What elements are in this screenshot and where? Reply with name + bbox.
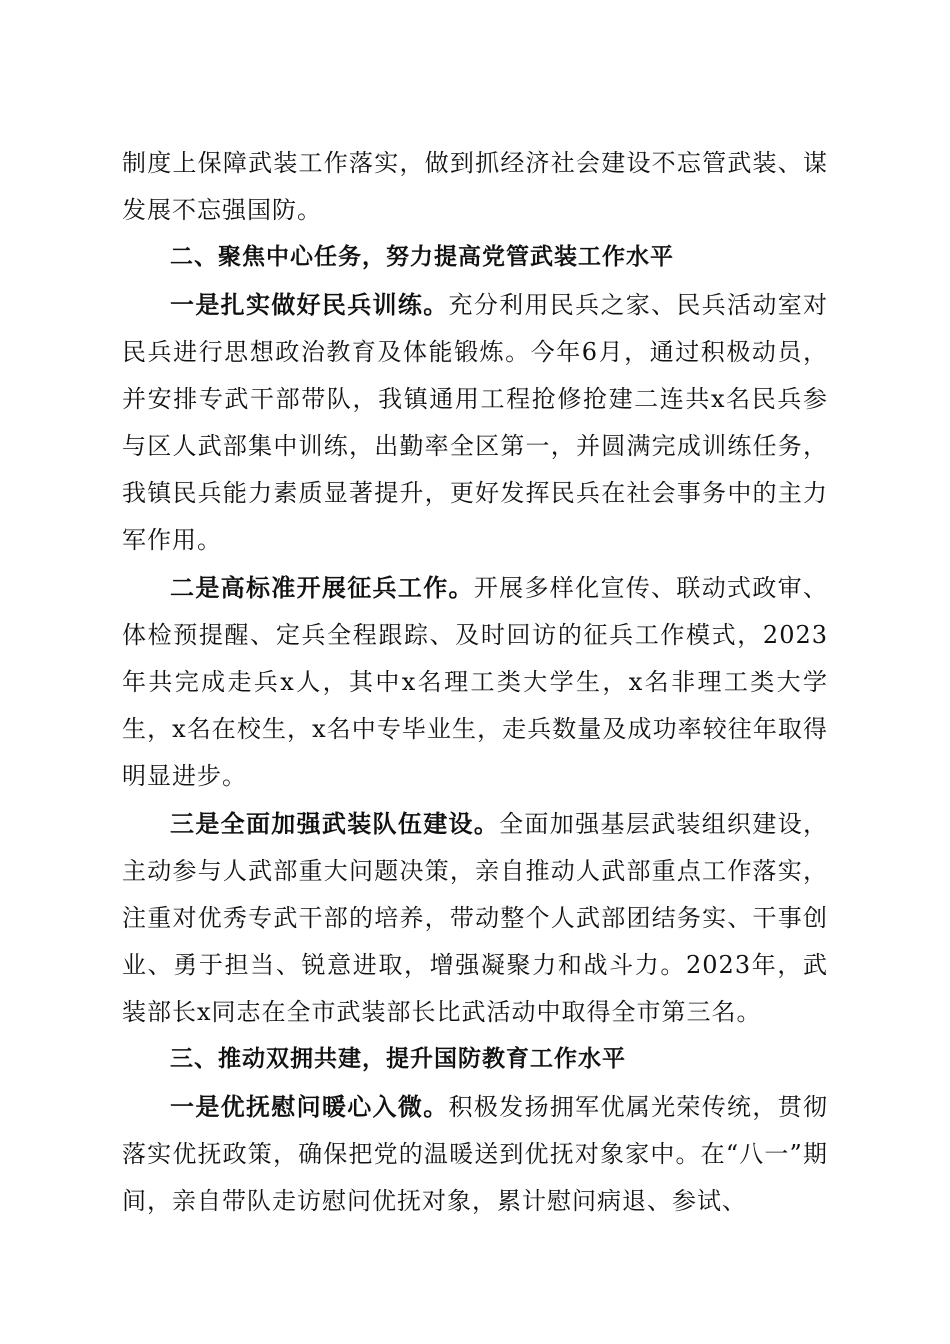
paragraph-lead: 一是扎实做好民兵训练。: [170, 290, 449, 319]
paragraph-conscription: [122, 564, 828, 800]
paragraph-body: 全面加强基层武装组织建设，主动参与人武部重大问题决策，亲自推动人武部重点工作落实，注重对优秀专武干部的培养，带动整个人武部团结务实、干事创业、勇于担当、锐意进取，增强凝聚力和战斗力。2023年，武装部长x同志在全市武装部长比武活动中取得全市第三名。: [122, 810, 829, 1026]
paragraph-continuation: 制度上保障武装工作落实，做到抓经济社会建设不忘管武装、谋发展不忘强国防。: [122, 149, 828, 224]
paragraph-lead: 二是高标准开展征兵工作。: [170, 573, 474, 602]
paragraph-body: 开展多样化宣传、联动式政审、体检预提醒、定兵全程跟踪、及时回访的征兵工作模式，2023年共完成走兵x人，其中x名理工类大学生，x名非理工类大学生，x名在校生，x名中专毕业生，走兵数量及成功率较往年取得明显进步。: [122, 574, 829, 790]
paragraph-team-building: [122, 800, 828, 1036]
paragraph-lead: 一是优抚慰问暖心入微。: [170, 1092, 449, 1121]
document-body: [122, 140, 828, 1225]
paragraph-body: 充分利用民兵之家、民兵活动室对民兵进行思想政治教育及体能锻炼。今年6月，通过积极动员，并安排专武干部带队，我镇通用工程抢修抢建二连共x名民兵参与区人武部集中训练，出勤率全区第一，并圆满完成训练任务，我镇民兵能力素质显著提升，更好发挥民兵在社会事务中的主力军作用。: [122, 291, 829, 554]
section-heading-2: 二、聚焦中心任务，努力提高党管武装工作水平: [170, 244, 674, 270]
paragraph-militia-training: [122, 281, 828, 564]
paragraph-lead: 三是全面加强武装队伍建设。: [170, 809, 500, 838]
paragraph-condolence-visits: [122, 1083, 828, 1225]
paragraph-body: 积极发扬拥军优属光荣传统，贯彻落实优抚政策，确保把党的温暖送到优抚对象家中。在“八一”期间，亲自带队走访慰问优抚对象，累计慰问病退、参试、: [122, 1093, 829, 1215]
section-heading-3: 三、推动双拥共建，提升国防教育工作水平: [170, 1046, 626, 1072]
